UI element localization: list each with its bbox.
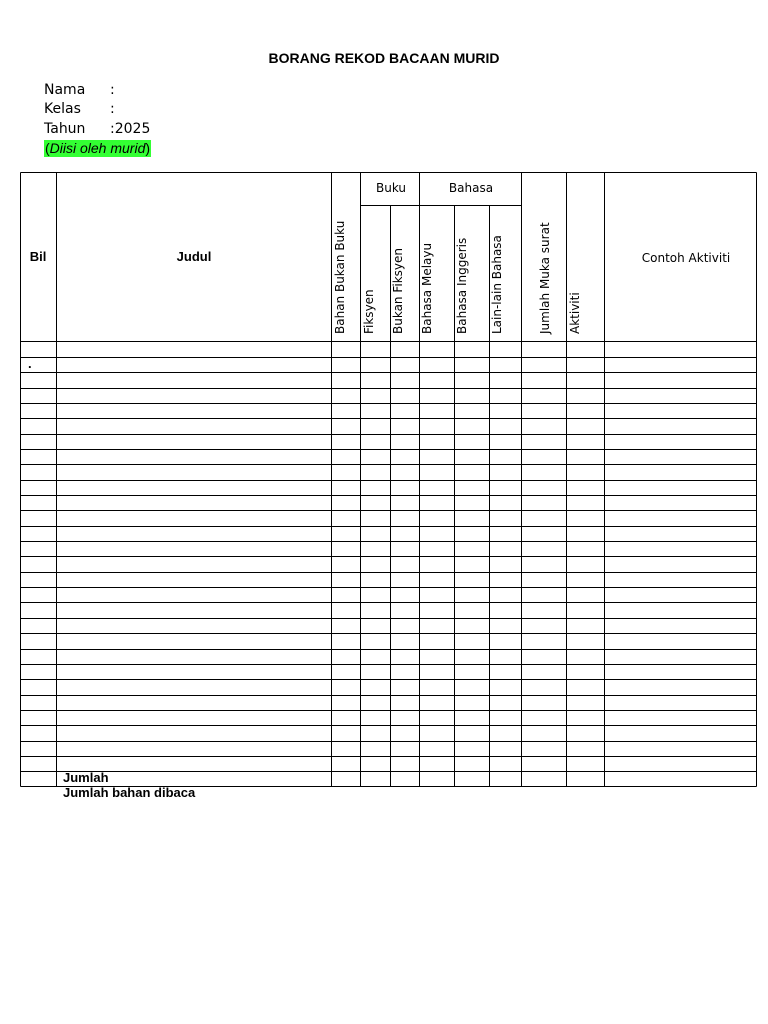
jumlah-bahan-dibaca-label: Jumlah bahan dibaca [63,785,196,800]
header-judul: Judul [176,249,212,264]
header-fiksyen: Fiksyen [362,289,376,334]
header-aktiviti: Aktiviti [568,292,582,334]
header-lain-lain-bahasa: Lain-lain Bahasa [490,235,504,334]
header-bukan-fiksyen: Bukan Fiksyen [391,247,405,334]
header-contoh-aktiviti: Contoh Aktiviti [641,251,731,265]
header-bahasa: Bahasa [448,181,494,195]
fill-note: (Diisi oleh murid) [45,140,151,156]
row-2-bil: . [28,356,32,371]
kelas-label: Kelas [44,101,81,117]
nama-label: Nama [44,82,86,98]
form-title: BORANG REKOD BACAAN MURID [268,50,500,66]
header-bil: Bil [29,249,47,264]
header-jumlah-muka-surat: Jumlah Muka surat [538,222,552,334]
header-bahasa-inggeris: Bahasa Inggeris [455,237,469,334]
header-bahasa-melayu: Bahasa Melayu [420,242,434,334]
tahun-value[interactable]: :2025 [110,121,151,137]
jumlah-label: Jumlah [63,770,109,785]
tahun-label: Tahun [44,121,86,137]
nama-value[interactable]: : [110,82,115,98]
kelas-value[interactable]: : [110,101,115,117]
header-bahan-bukan-buku: Bahan Bukan Buku [333,220,347,334]
header-buku: Buku [375,181,407,195]
fill-note-text: Diisi oleh murid [49,140,146,156]
